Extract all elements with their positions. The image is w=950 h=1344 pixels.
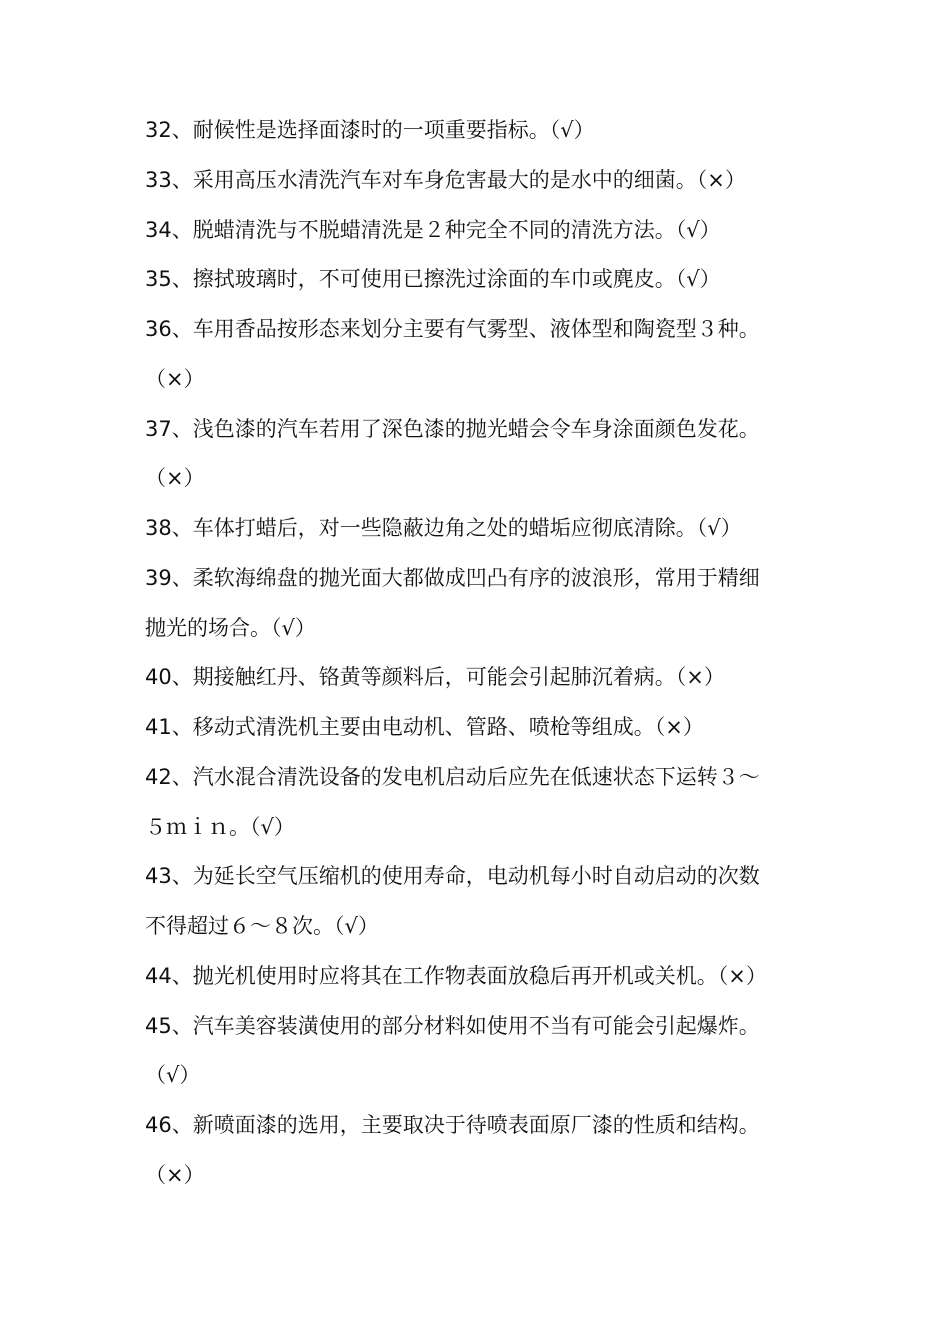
answer-line: （×） bbox=[145, 466, 205, 491]
question-list bbox=[145, 106, 825, 1201]
question-line: 36、车用香品按形态来划分主要有气雾型、液体型和陶瓷型３种。 bbox=[145, 317, 760, 341]
question-line: 37、浅色漆的汽车若用了深色漆的抛光蜡会令车身涂面颜色发花。 bbox=[145, 416, 760, 441]
question-line: 34、脱蜡清洗与不脱蜡清洗是２种完全不同的清洗方法。（√） bbox=[145, 217, 721, 242]
answer-line: （√） bbox=[145, 1063, 201, 1088]
answer-line: （×） bbox=[145, 366, 205, 391]
question-line: 39、柔软海绵盘的抛光面大都做成凹凸有序的波浪形，常用于精细 bbox=[145, 565, 760, 590]
question-continuation-line: ５ｍｉｎ。（√） bbox=[145, 814, 295, 839]
question-line: 46、新喷面漆的选用，主要取决于待喷表面原厂漆的性质和结构。 bbox=[145, 1113, 760, 1137]
question-line: 41、移动式清洗机主要由电动机、管路、喷枪等组成。（×） bbox=[145, 715, 704, 739]
question-line: 45、汽车美容装潢使用的部分材料如使用不当有可能会引起爆炸。 bbox=[145, 1013, 760, 1038]
question-continuation-line: 不得超过６～８次。（√） bbox=[145, 914, 379, 938]
answer-line: （×） bbox=[145, 1162, 205, 1187]
question-line: 43、为延长空气压缩机的使用寿命，电动机每小时自动启动的次数 bbox=[145, 864, 760, 889]
question-line: 38、车体打蜡后，对一些隐蔽边角之处的蜡垢应彻底清除。（√） bbox=[145, 516, 742, 540]
question-line: 33、采用高压水清洗汽车对车身危害最大的是水中的细菌。（×） bbox=[145, 167, 746, 192]
question-line: 32、耐候性是选择面漆时的一项重要指标。（√） bbox=[145, 118, 595, 142]
question-line: 35、擦拭玻璃时，不可使用已擦洗过涂面的车巾或麂皮。（√） bbox=[145, 267, 721, 292]
question-line: 44、抛光机使用时应将其在工作物表面放稳后再开机或关机。（×） bbox=[145, 963, 767, 988]
question-continuation-line: 抛光的场合。（√） bbox=[145, 615, 316, 640]
question-line: 42、汽水混合清洗设备的发电机启动后应先在低速状态下运转３～ bbox=[145, 764, 760, 789]
question-line: 40、期接触红丹、铬黄等颜料后，可能会引起肺沉着病。（×） bbox=[145, 665, 725, 690]
